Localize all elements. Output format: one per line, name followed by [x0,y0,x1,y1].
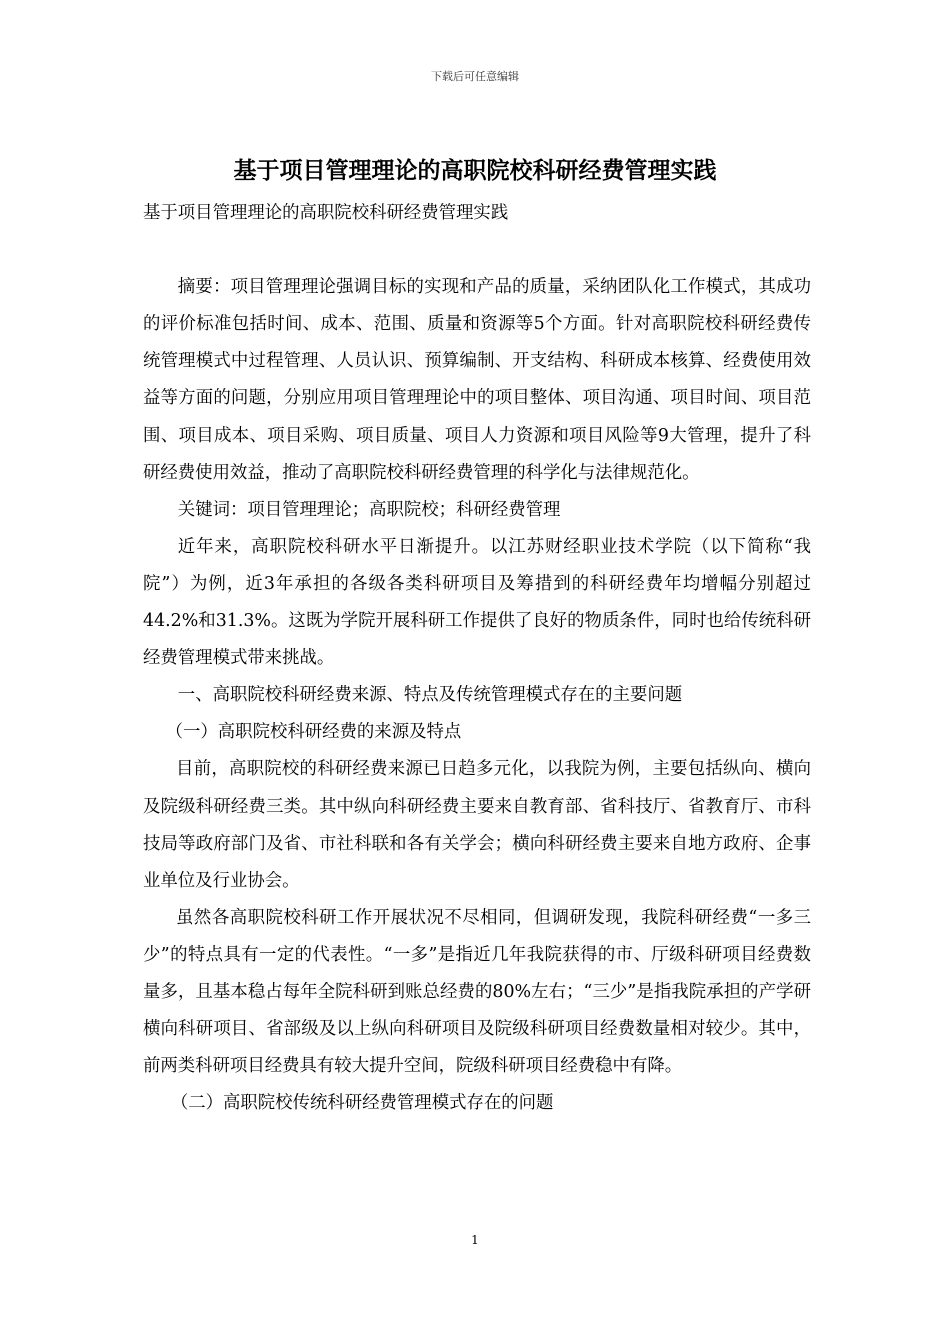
body-paragraph: 虽然各高职院校科研工作开展状况不尽相同，但调研发现，我院科研经费“一多三少”的特点具有一定的代表性。“一多”是指近几年我院获得的市、厅级科研项目经费数量多，且基本稳占每年全院科研到账总经费的80%左右；“三少”是指我院承担的产学研横向科研项目、省部级及以上纵向科研项目及院级科研项目经费数量相对较少。其中，前两类科研项目经费具有较大提升空间，院级科研项目经费稳中有降。 [143,907,811,1077]
page-number: 1 [471,1233,479,1247]
header-note: 下载后可任意编辑 [431,70,519,83]
document-subtitle: 基于项目管理理论的高职院校科研经费管理实践 [143,203,509,223]
document-title: 基于项目管理理论的高职院校科研经费管理实践 [233,157,717,184]
document-body [143,195,811,1122]
keywords-paragraph: 关键词：项目管理理论；高职院校；科研经费管理 [177,499,561,520]
subsection-heading-1: （一）高职院校科研经费的来源及特点 [165,722,462,743]
intro-paragraph: 近年来，高职院校科研水平日渐提升。以江苏财经职业技术学院（以下简称“我院”）为例，近3年承担的各级各类科研项目及筹措到的科研经费年均增幅分别超过44.2%和31.3%。这既为学院开展科研工作提供了良好的物质条件，同时也给传统科研经费管理模式带来挑战。 [143,536,811,669]
abstract-paragraph: 摘要：项目管理理论强调目标的实现和产品的质量，采纳团队化工作模式，其成功的评价标准包括时间、成本、范围、质量和资源等5个方面。针对高职院校科研经费传统管理模式中过程管理、人员认识、预算编制、开支结构、科研成本核算、经费使用效益等方面的问题，分别应用项目管理理论中的项目整体、项目沟通、项目时间、项目范围、项目成本、项目采购、项目质量、项目人力资源和项目风险等9大管理，提升了科研经费使用效益，推动了高职院校科研经费管理的科学化与法律规范化。 [143,277,811,483]
subsection-heading-2: （二）高职院校传统科研经费管理模式存在的问题 [170,1093,554,1114]
body-paragraph: 目前，高职院校的科研经费来源已日趋多元化，以我院为例，主要包括纵向、横向及院级科研经费三类。其中纵向科研经费主要来自教育部、省科技厅、省教育厅、市科技局等政府部门及省、市社科联和各有关学会；横向科研经费主要来自地方政府、企事业单位及行业协会。 [143,759,811,891]
section-heading-1: 一、高职院校科研经费来源、特点及传统管理模式存在的主要问题 [177,685,683,706]
